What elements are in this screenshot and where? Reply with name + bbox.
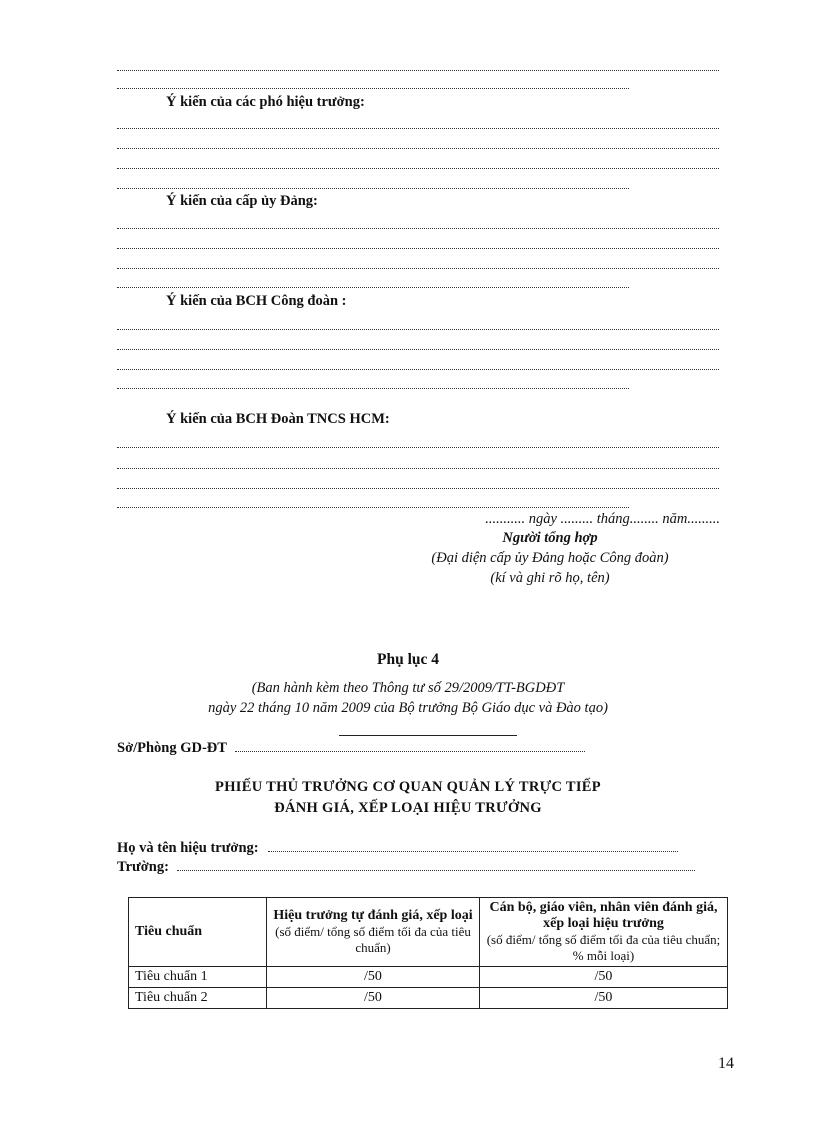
opinion-heading-vice-principals: Ý kiến của các phó hiệu trưởng: bbox=[166, 94, 365, 110]
dotted-line bbox=[117, 255, 719, 269]
row-self-score: /50 bbox=[267, 988, 480, 1009]
row-staff-score: /50 bbox=[480, 967, 728, 988]
dotted-line bbox=[117, 356, 719, 370]
principal-name-fill bbox=[268, 841, 678, 852]
school-fill bbox=[177, 860, 695, 871]
issued-line-1: (Ban hành kèm theo Thông tư số 29/2009/TT-BGDĐT bbox=[251, 680, 565, 696]
issued-line-2: ngày 22 tháng 10 năm 2009 của Bộ trưởng Bộ Giáo dục và Đào tạo) bbox=[208, 700, 608, 716]
dotted-line bbox=[117, 316, 719, 330]
dotted-line bbox=[117, 274, 629, 288]
date-line: ........... ngày ......... tháng........ năm......... bbox=[485, 511, 720, 527]
opinion-heading-trade-union: Ý kiến của BCH Công đoàn : bbox=[166, 293, 347, 309]
dotted-line bbox=[117, 475, 719, 489]
dotted-line bbox=[117, 135, 719, 149]
form-title-line-2: ĐÁNH GIÁ, XẾP LOẠI HIỆU TRƯỞNG bbox=[274, 800, 542, 816]
dotted-line bbox=[117, 494, 629, 508]
header-self-evaluation-note: (số điểm/ tổng số điểm tối đa của tiêu chuẩn) bbox=[275, 924, 471, 955]
department-fill bbox=[235, 741, 585, 752]
dotted-line bbox=[117, 455, 719, 469]
header-self-evaluation-title: Hiệu trưởng tự đánh giá, xếp loại bbox=[273, 908, 473, 923]
header-staff-evaluation-note: (số điểm/ tổng số điểm tối đa của tiêu chuẩn; % mỗi loại) bbox=[486, 932, 721, 963]
department-label: Sở/Phòng GD-ĐT bbox=[117, 740, 227, 756]
header-staff-evaluation bbox=[480, 898, 728, 967]
dotted-line bbox=[117, 336, 719, 350]
table-row bbox=[129, 988, 728, 1009]
principal-name-label: Họ và tên hiệu trưởng: bbox=[117, 840, 259, 856]
dotted-line bbox=[117, 175, 629, 189]
dotted-line bbox=[117, 375, 629, 389]
sign-note: (kí và ghi rõ họ, tên) bbox=[490, 570, 610, 586]
header-staff-evaluation-title: Cán bộ, giáo viên, nhân viên đánh giá, xếp loại hiệu trưởng bbox=[489, 900, 718, 931]
row-staff-score: /50 bbox=[480, 988, 728, 1009]
row-standard-name: Tiêu chuẩn 2 bbox=[129, 988, 267, 1009]
row-self-score: /50 bbox=[267, 967, 480, 988]
school-field bbox=[117, 859, 695, 876]
dotted-line bbox=[117, 75, 629, 89]
dotted-line bbox=[117, 155, 719, 169]
dotted-line bbox=[117, 57, 719, 71]
dotted-line bbox=[117, 434, 719, 448]
dotted-line bbox=[117, 115, 719, 129]
opinion-heading-party-committee: Ý kiến của cấp ủy Đảng: bbox=[166, 193, 318, 209]
header-standard: Tiêu chuẩn bbox=[129, 898, 267, 967]
signer-representative: (Đại diện cấp ủy Đảng hoặc Công đoàn) bbox=[431, 550, 669, 566]
signer-role: Người tổng hợp bbox=[502, 530, 598, 546]
separator-rule bbox=[339, 735, 517, 736]
dotted-line bbox=[117, 215, 719, 229]
table-row bbox=[129, 967, 728, 988]
appendix-title: Phụ lục 4 bbox=[376, 651, 439, 668]
department-field bbox=[117, 740, 585, 757]
row-standard-name: Tiêu chuẩn 1 bbox=[129, 967, 267, 988]
header-self-evaluation bbox=[267, 898, 480, 967]
page-number: 14 bbox=[718, 1055, 734, 1072]
form-title-line-1: PHIẾU THỦ TRƯỞNG CƠ QUAN QUẢN LÝ TRỰC TIẾP bbox=[215, 779, 601, 795]
dotted-line bbox=[117, 235, 719, 249]
standards-table bbox=[128, 897, 728, 1009]
principal-name-field bbox=[117, 840, 678, 857]
table-header-row bbox=[129, 898, 728, 967]
opinion-heading-youth-union: Ý kiến của BCH Đoàn TNCS HCM: bbox=[166, 411, 390, 427]
school-label: Trường: bbox=[117, 859, 169, 875]
